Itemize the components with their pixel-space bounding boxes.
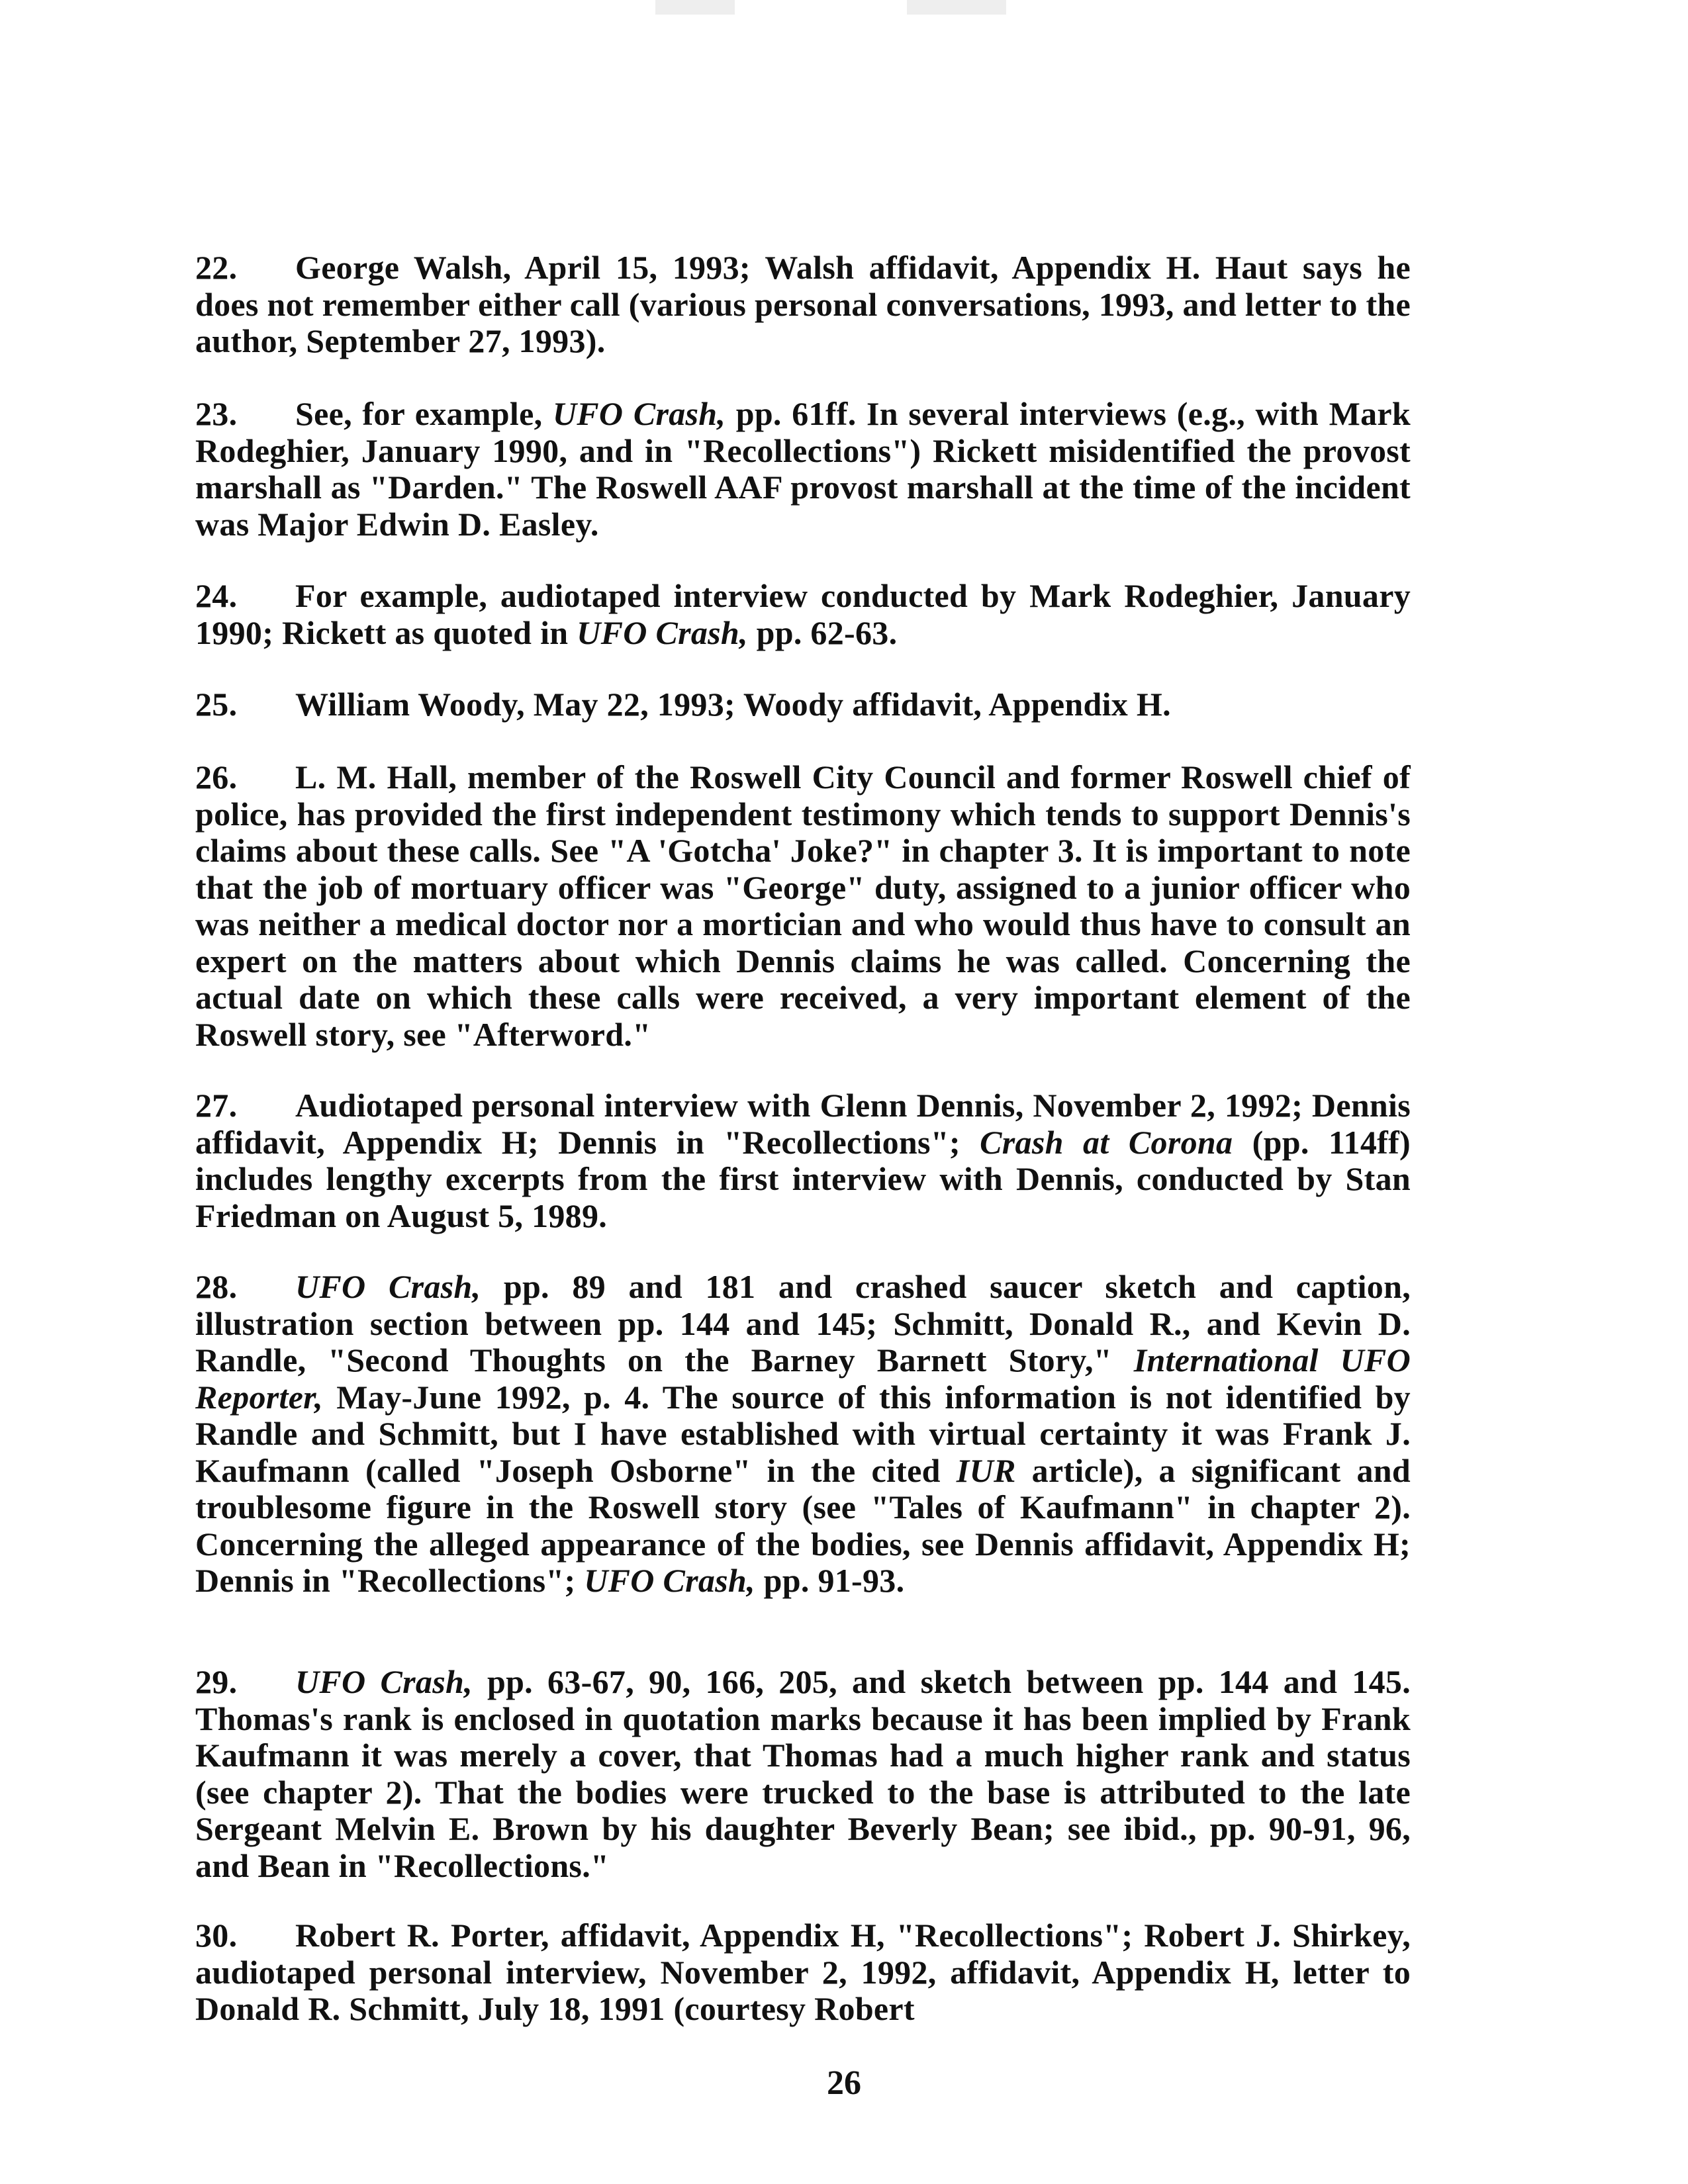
citation-title: UFO Crash, bbox=[295, 1268, 481, 1305]
endnote-number: 23. bbox=[195, 395, 238, 432]
endnote-text: George Walsh, April 15, 1993; Walsh affidavit, Appendix H. Haut says he does not remember either call (various personal conversations, 1993, and letter to the author, September 27, 1993). bbox=[195, 249, 1411, 359]
citation-title: UFO Crash, bbox=[552, 395, 726, 432]
citation-title: International UFO Reporter, bbox=[195, 1342, 1411, 1416]
scan-artifact bbox=[655, 0, 735, 15]
endnote-27 bbox=[195, 1087, 1411, 1234]
endnote-number: 25. bbox=[195, 686, 238, 723]
endnote-text: William Woody, May 22, 1993; Woody affidavit, Appendix H. bbox=[295, 686, 1171, 723]
endnote-text: L. M. Hall, member of the Roswell City Council and former Roswell chief of police, has provided the first independent testimony which tends to support Dennis's claims about these calls. See "A 'Gotcha' Joke?" in chapter 3. It is important to note that the job of mortuary officer was "George" duty, assigned to a junior officer who was neither a medical doctor nor a mortician and who would thus have to consult an expert on the matters about which Dennis claims he was called. Concerning the actual date on which these calls were received, a very important element of the Roswell story, see "Afterword." bbox=[195, 758, 1411, 1053]
endnote-text: article), a significant and troublesome figure in the Roswell story (see "Tales of Kaufmann" in chapter 2). Concerning the alleged appearance of the bodies, see Dennis affidavit, Appendix H; Dennis in "Recollections"; bbox=[195, 1451, 1411, 1599]
endnote-number: 22. bbox=[195, 249, 238, 286]
endnote-28 bbox=[195, 1269, 1411, 1600]
citation-title: UFO Crash, bbox=[577, 614, 748, 651]
endnote-29 bbox=[195, 1664, 1411, 1884]
endnote-number: 24. bbox=[195, 577, 238, 614]
endnote-number: 26. bbox=[195, 758, 238, 796]
endnote-26 bbox=[195, 759, 1411, 1053]
endnote-30 bbox=[195, 1917, 1411, 2028]
endnote-number: 29. bbox=[195, 1663, 238, 1700]
endnote-text: Robert R. Porter, affidavit, Appendix H, "Recollections"; Robert J. Shirkey, audiotaped personal interview, November 2, 1992, affidavit, Appendix H, letter to Donald R. Schmitt, July 18, 1991 (courtesy Robert bbox=[195, 1917, 1411, 2027]
endnote-22 bbox=[195, 250, 1411, 360]
endnote-text: (pp. 114ff) includes lengthy excerpts from the first interview with Dennis, conducted by Stan Friedman on August 5, 1989. bbox=[195, 1123, 1411, 1234]
endnote-23 bbox=[195, 396, 1411, 543]
endnote-text: pp. 61ff. In several interviews (e.g., with Mark Rodeghier, January 1990, and in "Recollections") Rickett misidentified the provost marshall as "Darden." The Roswell AAF provost marshall at the time of the incident was Major Edwin D. Easley. bbox=[195, 395, 1411, 543]
endnote-number: 28. bbox=[195, 1268, 238, 1305]
endnote-24 bbox=[195, 578, 1411, 651]
citation-title: Crash at Corona bbox=[980, 1123, 1233, 1161]
citation-title: IUR bbox=[956, 1451, 1016, 1489]
scan-artifact bbox=[907, 0, 1006, 15]
endnote-25 bbox=[195, 686, 1411, 723]
endnote-text: See, for example, bbox=[295, 395, 553, 432]
endnote-number: 27. bbox=[195, 1087, 238, 1124]
endnote-number: 30. bbox=[195, 1917, 238, 1954]
endnote-text: Audiotaped personal interview with Glenn Dennis, November 2, 1992; Dennis affidavit, Appendix H; Dennis in "Recollections"; bbox=[195, 1087, 1411, 1161]
endnote-text: pp. 89 and 181 and crashed saucer sketch and caption, illustration section between pp. 144 and 145; Schmitt, Donald R., and Kevin D. Randle, "Second Thoughts on the Barney Barnett Story," bbox=[195, 1268, 1411, 1379]
endnote-text: pp. 63-67, 90, 166, 205, and sketch between pp. 144 and 145. Thomas's rank is enclosed in quotation marks because it has been implied by Frank Kaufmann it was merely a cover, that Thomas had a much higher rank and status (see chapter 2). That the bodies were trucked to the base is attributed to the late Sergeant Melvin E. Brown by his daughter Beverly Bean; see ibid., pp. 90-91, 96, and Bean in "Recollections." bbox=[195, 1663, 1411, 1884]
citation-title: UFO Crash, bbox=[295, 1663, 473, 1700]
endnote-text: May-June 1992, p. 4. The source of this information is not identified by Randle and Schmitt, but I have established with virtual certainty it was Frank J. Kaufmann (called "Joseph Osborne" in the cited bbox=[195, 1378, 1411, 1489]
page-number: 26 bbox=[827, 2064, 861, 2102]
endnote-text: pp. 91-93. bbox=[755, 1562, 905, 1599]
endnote-text: pp. 62-63. bbox=[747, 614, 898, 651]
endnote-text: For example, audiotaped interview conducted by Mark Rodeghier, January 1990; Rickett as quoted in bbox=[195, 577, 1411, 651]
citation-title: UFO Crash, bbox=[584, 1562, 755, 1599]
